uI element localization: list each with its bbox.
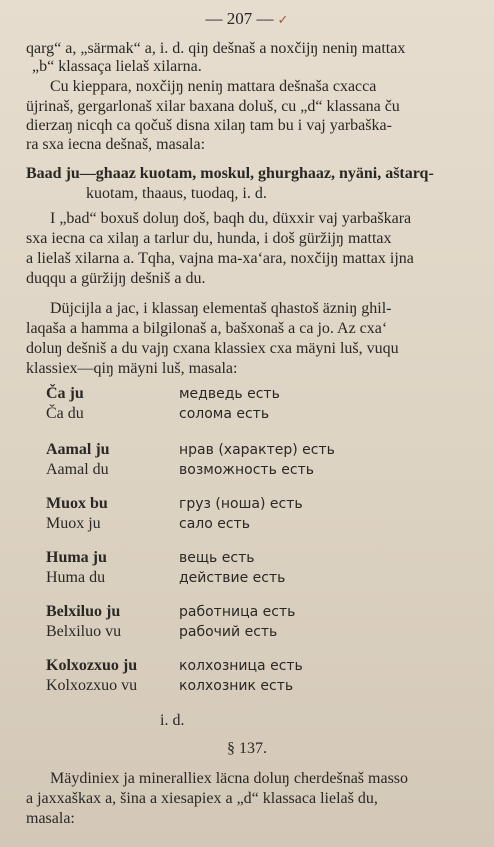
example-word: Huma ju — [46, 549, 107, 566]
text-line: laqaša a hamma a bilgilonaš a, bašxonaš a ca jo. Az cxa‘ — [26, 320, 388, 337]
example-word: Aamal du — [46, 461, 109, 478]
example-translation: сало есть — [179, 516, 250, 532]
example-row — [46, 440, 466, 460]
example-row — [46, 656, 466, 676]
text-line: kuotam, thaaus, tuodaq, i. d. — [86, 185, 267, 202]
example-word: Aamal ju — [46, 441, 110, 458]
text-line: sxa iecna ca xilaŋ a tarlur du, hunda, i doš güržijŋ mattax — [26, 230, 392, 247]
text-line: klassiex—qiŋ mäyni luš, masala: — [26, 360, 238, 377]
example-translation: возможность есть — [179, 462, 314, 478]
example-translation: медведь есть — [179, 386, 280, 402]
example-word: Ča ju — [46, 385, 84, 402]
example-translation: солома есть — [179, 406, 270, 422]
example-word: Belxiluo vu — [46, 623, 122, 640]
example-row — [46, 676, 466, 696]
section-heading: § 137. — [227, 740, 267, 757]
example-row — [46, 460, 466, 480]
text-line: doluŋ dešniš a du vajŋ cxana klassiex cxa mäyni luš, vuqu — [26, 340, 399, 357]
etc-label: i. d. — [160, 712, 185, 729]
example-row — [46, 548, 466, 568]
example-translation: колхозник есть — [179, 678, 294, 694]
text-line: ra sxa iecna dešnaš, masala: — [26, 136, 206, 153]
example-word: Ča du — [46, 405, 84, 422]
text-line: dierzaŋ nicqh ca qočuš disna xilaŋ tam bu i vaj yarbaška- — [26, 117, 392, 134]
example-row — [46, 602, 466, 622]
text-line: Cu kieppara, noxčijŋ neniŋ mattara dešnaša cxacca — [50, 78, 377, 95]
example-translation: колхозница есть — [179, 658, 303, 674]
text-line: „b“ klassaça lielaš xilarna. — [32, 58, 202, 75]
example-word: Kolxozxuo ju — [46, 657, 138, 674]
example-row — [46, 514, 466, 534]
example-row — [46, 384, 466, 404]
example-translation: действие есть — [179, 570, 286, 586]
text-line: a jaxxaškax a, šina a xiesapiex a „d“ klassaca lielaš du, — [26, 790, 378, 807]
example-word: Muox bu — [46, 495, 108, 512]
page-number — [0, 10, 494, 29]
text-line: duqqu a güržijŋ dešniš a du. — [26, 270, 206, 287]
pencil-mark-icon: ✓ — [277, 12, 289, 27]
text-line: Mäydiniex ja minerallieх läcna doluŋ cherdešnaš masso — [50, 770, 409, 787]
example-word: Muox ju — [46, 515, 101, 532]
example-row — [46, 568, 466, 588]
text-line: qarg“ a, „särmak“ a, i. d. qiŋ dešnaš a noxčijŋ neniŋ mattax — [26, 40, 406, 57]
example-word: Belxiluo ju — [46, 603, 121, 620]
text-line: masala: — [26, 810, 75, 827]
example-translation: вещь есть — [179, 550, 255, 566]
example-translation: работница есть — [179, 604, 296, 620]
text-line: üjrinaš, gergarlonaš xilar baxana doluš, cu „d“ klassana ču — [26, 98, 400, 115]
example-translation: рабочий есть — [179, 624, 278, 640]
text-line: Baad ju—ghaaz kuotam, moskul, ghurghaaz, nyäni, aštarq- — [26, 165, 434, 182]
page-number-text: — 207 — — [205, 9, 274, 28]
example-row — [46, 622, 466, 642]
text-line: Düjcijla a jac, i klassaŋ elementaš qhastoš äzniŋ ghil- — [50, 300, 392, 317]
text-line: I „bad“ boxuš doluŋ doš, baqh du, düxxir vaj yarbaškara — [50, 210, 412, 227]
example-translation: нрав (характер) есть — [179, 442, 335, 458]
example-row — [46, 404, 466, 424]
example-word: Kolxozxuo vu — [46, 677, 138, 694]
example-translation: груз (ноша) есть — [179, 496, 303, 512]
example-row — [46, 494, 466, 514]
text-line: a lielaš xilarna a. Tqha, vajna ma-xa‘ara, noxčijŋ mattax ijna — [26, 250, 414, 267]
example-word: Huma du — [46, 569, 106, 586]
